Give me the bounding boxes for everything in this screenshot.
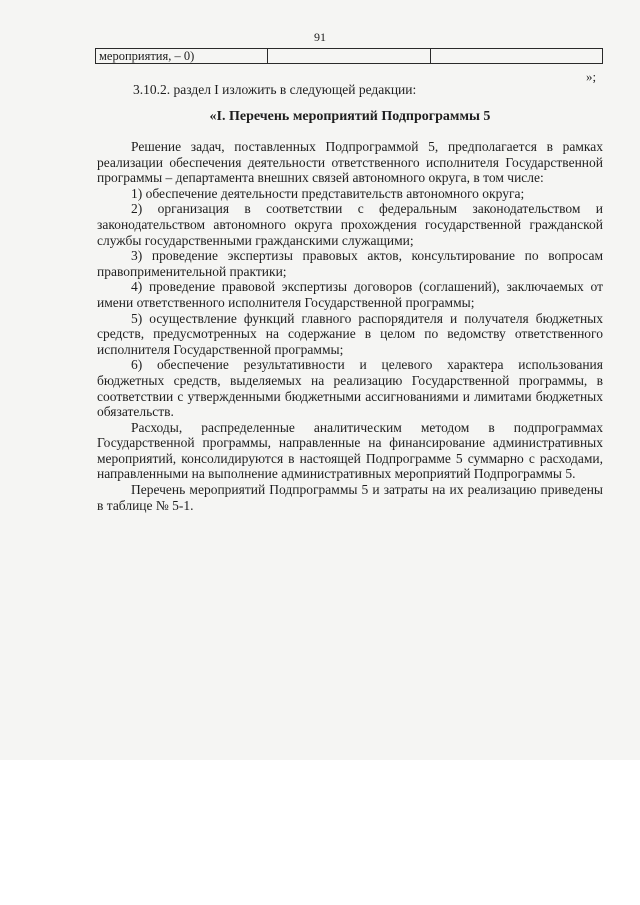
amendment-instruction: 3.10.2. раздел I изложить в следующей редакции: <box>133 82 417 97</box>
table-cell <box>268 49 431 63</box>
table-fragment <box>95 48 603 64</box>
closing-quote-mark: »; <box>586 69 597 84</box>
paragraph: Перечень мероприятий Подпрограммы 5 и затраты на их реализацию приведены в таблице № 5-1. <box>97 482 603 513</box>
list-item: 4) проведение правовой экспертизы договоров (соглашений), заключаемых от имени ответственного исполнителя Государственной программы; <box>97 279 603 310</box>
list-item: 3) проведение экспертизы правовых актов, консультирование по вопросам правоприменительной практики; <box>97 248 603 279</box>
paragraph: Решение задач, поставленных Подпрограммой 5, предполагается в рамках реализации обеспечения деятельности ответственного исполнителя Государственной программы – департамента внешних связей автономного округа, в том числе: <box>97 139 603 186</box>
list-item: 1) обеспечение деятельности представительств автономного округа; <box>131 185 525 201</box>
list-item: 6) обеспечение результативности и целевого характера использования бюджетных средств, выделяемых на реализацию Государственной программы, в соответствии с утвержденными бюджетными ассигнованиями и лимитами бюджетных обязательств. <box>97 357 603 420</box>
section-body <box>97 139 603 513</box>
section-title: «I. Перечень мероприятий Подпрограммы 5 <box>209 109 491 124</box>
table-cell: мероприятия, – 0) <box>96 49 268 63</box>
table-cell <box>431 49 602 63</box>
page-number: 91 <box>314 30 326 44</box>
list-item: 5) осуществление функций главного распорядителя и получателя бюджетных средств, предусмотренных на содержание в целом по ведомству ответственного исполнителя Государственной программы; <box>97 310 603 357</box>
list-item: 2) организация в соответствии с федеральным законодательством и законодательством автономного округа прохождения государственной гражданской службы государственными гражданскими служащими; <box>97 201 603 248</box>
paragraph: Расходы, распределенные аналитическим методом в подпрограммах Государственной программы, направленные на финансирование административных мероприятий, консолидируются в настоящей Подпрограмме 5 суммарно с расходами, направленными на выполнение административных мероприятий Подпрограммы 5. <box>97 419 603 482</box>
